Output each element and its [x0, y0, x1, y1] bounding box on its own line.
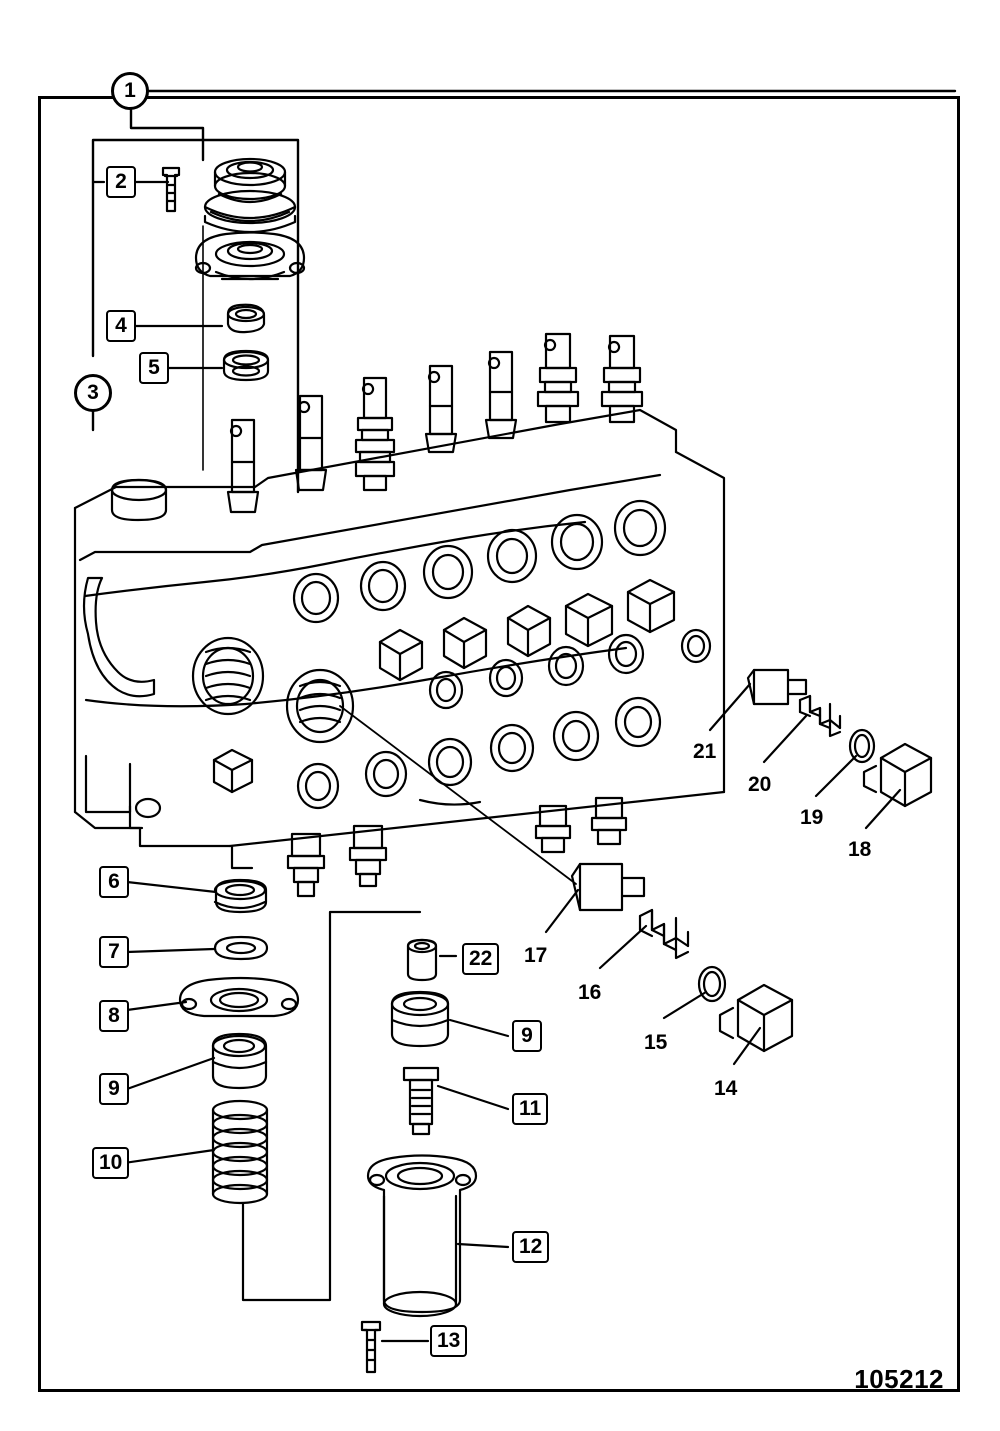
item-number-5[interactable]: 5 — [139, 352, 169, 384]
item-number-9-left[interactable]: 9 — [99, 1073, 129, 1105]
balloon-callout-1[interactable]: 1 — [111, 72, 149, 110]
item-number-8[interactable]: 8 — [99, 1000, 129, 1032]
item-number-15[interactable]: 15 — [644, 1031, 668, 1054]
item-number-4[interactable]: 4 — [106, 310, 136, 342]
item-number-2[interactable]: 2 — [106, 166, 136, 198]
item-number-7[interactable]: 7 — [99, 936, 129, 968]
item-number-11[interactable]: 11 — [512, 1093, 548, 1125]
frame-bottom-border — [38, 1389, 960, 1392]
balloon-callout-3[interactable]: 3 — [74, 374, 112, 412]
drawing-number: 105212 — [854, 1364, 944, 1394]
item-number-10[interactable]: 10 — [92, 1147, 129, 1179]
item-number-16[interactable]: 16 — [578, 981, 602, 1004]
frame-top-border — [38, 96, 960, 99]
item-number-18[interactable]: 18 — [848, 838, 872, 861]
item-number-9-center[interactable]: 9 — [512, 1020, 542, 1052]
item-number-21[interactable]: 21 — [693, 740, 717, 763]
item-number-12[interactable]: 12 — [512, 1231, 549, 1263]
item-number-6[interactable]: 6 — [99, 866, 129, 898]
item-number-17[interactable]: 17 — [524, 944, 548, 967]
frame-right-border — [957, 96, 960, 1392]
frame-left-border — [38, 96, 41, 1392]
item-number-13[interactable]: 13 — [430, 1325, 467, 1357]
item-number-19[interactable]: 19 — [800, 806, 824, 829]
item-number-22[interactable]: 22 — [462, 943, 499, 975]
item-number-14[interactable]: 14 — [714, 1077, 738, 1100]
item-number-20[interactable]: 20 — [748, 773, 772, 796]
